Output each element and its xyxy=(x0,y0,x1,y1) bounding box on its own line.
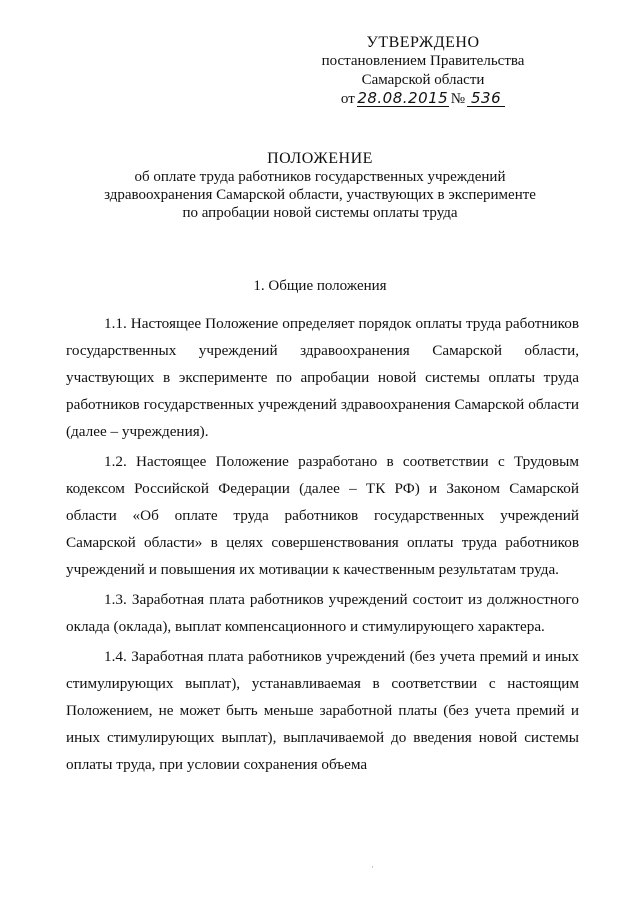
paragraph-1-1: 1.1. Настоящее Положение определяет порядок оплаты труда работников государственных учреждений здравоохранения Самарской области, участвующих в эксперименте по апробации новой системы оплаты труда работников государственных учреждений здравоохранения Самарской области (далее – учреждения). xyxy=(66,315,579,440)
paragraph-1-2: 1.2. Настоящее Положение разработано в соответствии с Трудовым кодексом Российской Федерации (далее – ТК РФ) и Законом Самарской области «Об оплате труда работников государственных учреждений Самарской области» в целях совершенствования оплаты труда работников учреждений и повышения их мотивации к качественным результатам труда. xyxy=(66,453,579,578)
handwritten-date: 28.08.2015 xyxy=(357,89,449,107)
approval-line-2: Самарской области xyxy=(361,72,485,88)
subtitle-line-1: об оплате труда работников государственных учреждений xyxy=(134,169,506,185)
handwritten-number: 536 xyxy=(467,90,505,107)
section-heading: 1. Общие положения xyxy=(253,278,387,294)
number-sign: № xyxy=(450,91,466,107)
subtitle-line-3: по апробации новой системы оплаты труда xyxy=(182,205,458,221)
approval-heading: УТВЕРЖДЕНО xyxy=(366,34,480,51)
approval-date-line xyxy=(318,90,528,109)
paragraph-1-3: 1.3. Заработная плата работников учреждений состоит из должностного оклада (оклада), выплат компенсационного и стимулирующего характера. xyxy=(66,591,579,635)
document-title: ПОЛОЖЕНИЕ xyxy=(267,150,373,167)
date-prefix: от xyxy=(340,91,355,107)
document-title-block xyxy=(60,150,580,222)
approval-stamp xyxy=(318,33,528,109)
document-body xyxy=(66,310,579,781)
paragraph-1-4: 1.4. Заработная плата работников учреждений (без учета премий и иных стимулирующих выплат), устанавливаемая в соответствии с настоящим Положением, не может быть меньше заработной платы (без учета премий и иных стимулирующих выплат), выплачиваемой до введения новой системы оплаты труда, при условии сохранения объема xyxy=(66,648,579,773)
scan-speck: · xyxy=(371,862,374,872)
approval-line-1: постановлением Правительства xyxy=(321,53,525,69)
subtitle-line-2: здравоохранения Самарской области, участвующих в эксперименте xyxy=(104,187,536,203)
